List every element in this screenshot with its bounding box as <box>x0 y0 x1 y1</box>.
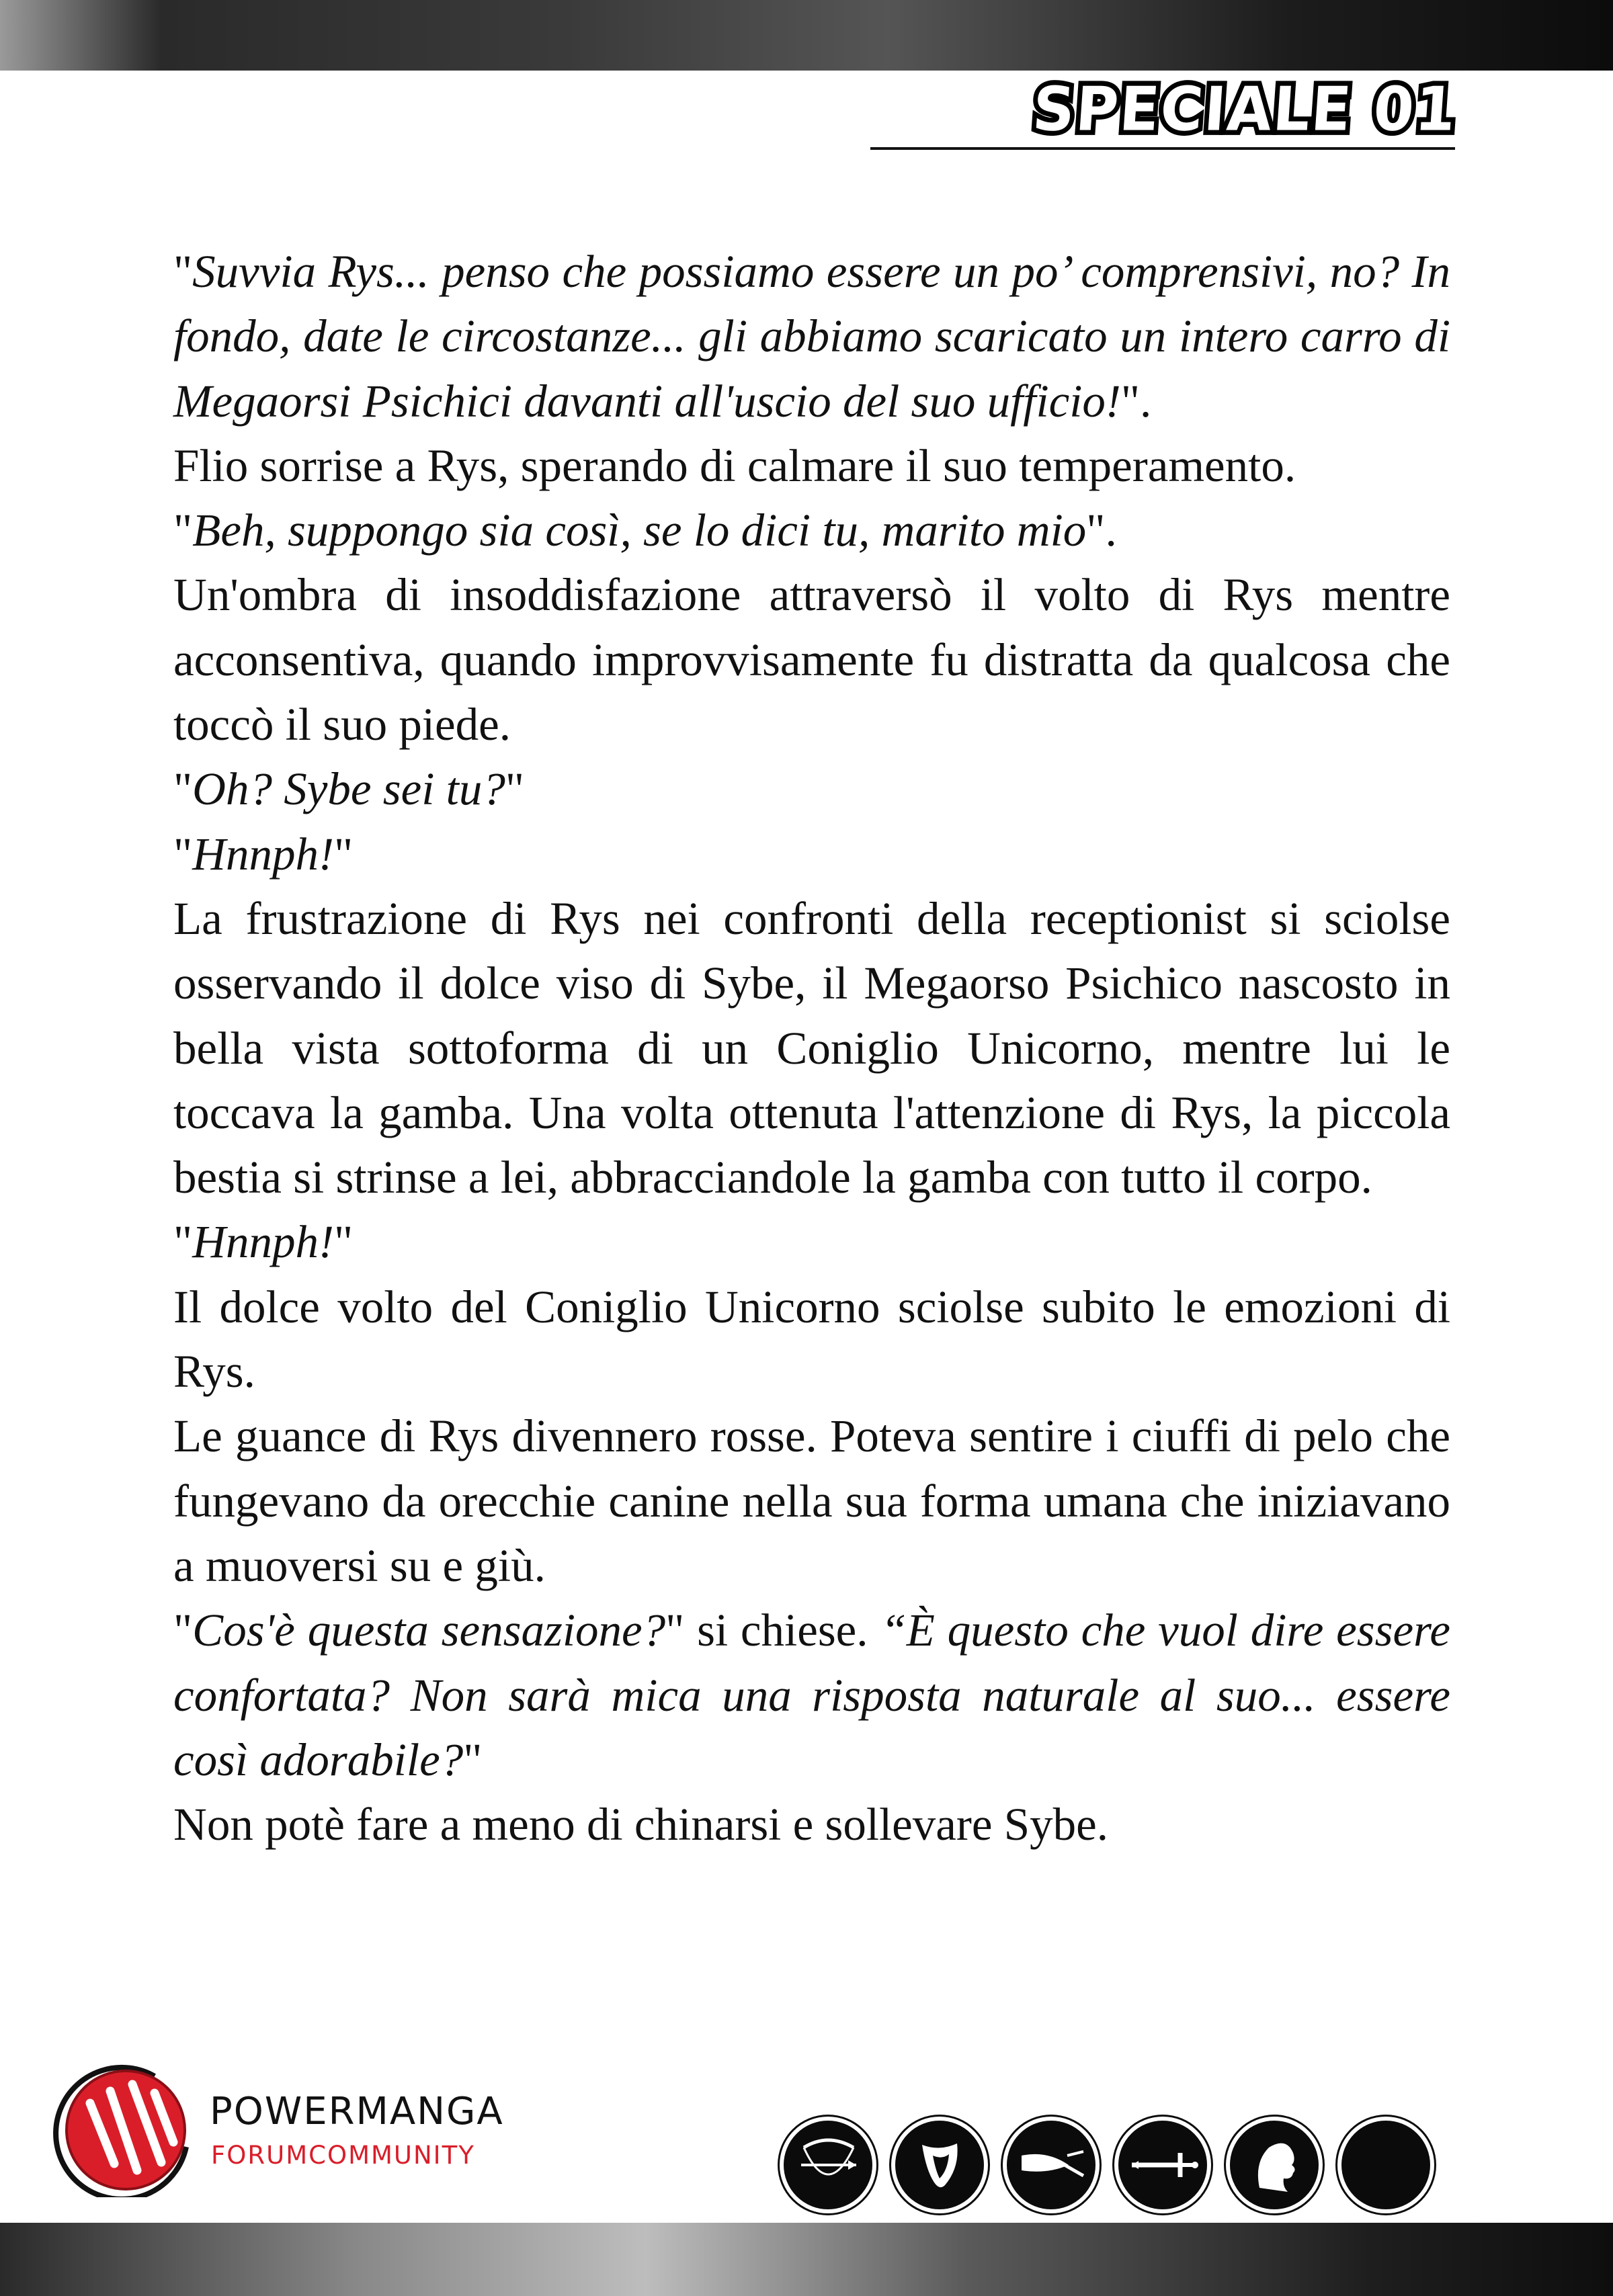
paragraph: Le guance di Rys divennero rosse. Poteva sentire i ciuffi di pelo che fungevano da orecchie canine nella sua forma umana che iniziavano a muoversi su e giù. <box>173 1410 1450 1591</box>
paragraph: "Hnnph!" <box>173 1216 354 1268</box>
bow-icon <box>780 2117 876 2213</box>
paragraph: Il dolce volto del Coniglio Unicorno sciolse subito le emozioni di Rys. <box>173 1281 1450 1398</box>
shield-icon <box>891 2117 988 2213</box>
paragraph: "Beh, suppongo sia così, se lo dici tu, marito mio". <box>173 505 1117 556</box>
paragraph: Flio sorrise a Rys, sperando di calmare il suo temperamento. <box>173 439 1296 491</box>
story-text <box>173 239 1450 1857</box>
logo-name: POWERMANGA <box>210 2090 504 2133</box>
paragraph: "Cos'è questa sensazione?" si chiese. “È questo che vuol dire essere confortata? Non sarà mica una risposta naturale al suo... essere così adorabile?" <box>173 1605 1450 1785</box>
top-banner <box>0 0 1613 71</box>
paragraph: "Hnnph!" <box>173 828 354 880</box>
header-underline <box>870 147 1455 150</box>
paragraph: "Suvvia Rys... penso che possiamo essere un po’ comprensivi, no? In fondo, date le circostanze... gli abbiamo scaricato un intero carro di Megaorsi Psichici davanti all'uscio del suo ufficio!". <box>173 246 1450 427</box>
bottom-banner <box>0 2223 1613 2296</box>
paragraph: "Oh? Sybe sei tu?" <box>173 763 524 815</box>
chapter-title: SPECIALE 01 <box>1030 74 1460 145</box>
class-icons-row <box>780 2117 1434 2213</box>
paragraph: La frustrazione di Rys nei confronti della receptionist si sciolse osservando il dolce viso di Sybe, il Megaorso Psichico nascosto in bella vista sottoforma di un Coniglio Unicorno, mentre lui le toccava la gamba. Una volta ottenuta l'attenzione di Rys, la piccola bestia si strinse a lei, abbracciandole la gamba con tutto il corpo. <box>173 892 1450 1203</box>
head-profile-icon <box>1226 2117 1323 2213</box>
sword-icon <box>1114 2117 1211 2213</box>
powermanga-logo-icon <box>42 2056 203 2197</box>
paragraph: Non potè fare a meno di chinarsi e sollevare Sybe. <box>173 1799 1109 1851</box>
paragraph: Un'ombra di insoddisfazione attraversò il volto di Rys mentre acconsentiva, quando improvvisamente fu distratta da qualcosa che toccò il suo piede. <box>173 569 1450 751</box>
chapter-header <box>1030 73 1460 146</box>
blank-circle-icon <box>1337 2117 1434 2213</box>
logo-subtitle: FORUMCOMMUNITY <box>211 2141 475 2170</box>
cleaver-icon <box>1003 2117 1100 2213</box>
powermanga-logo <box>42 2056 512 2197</box>
